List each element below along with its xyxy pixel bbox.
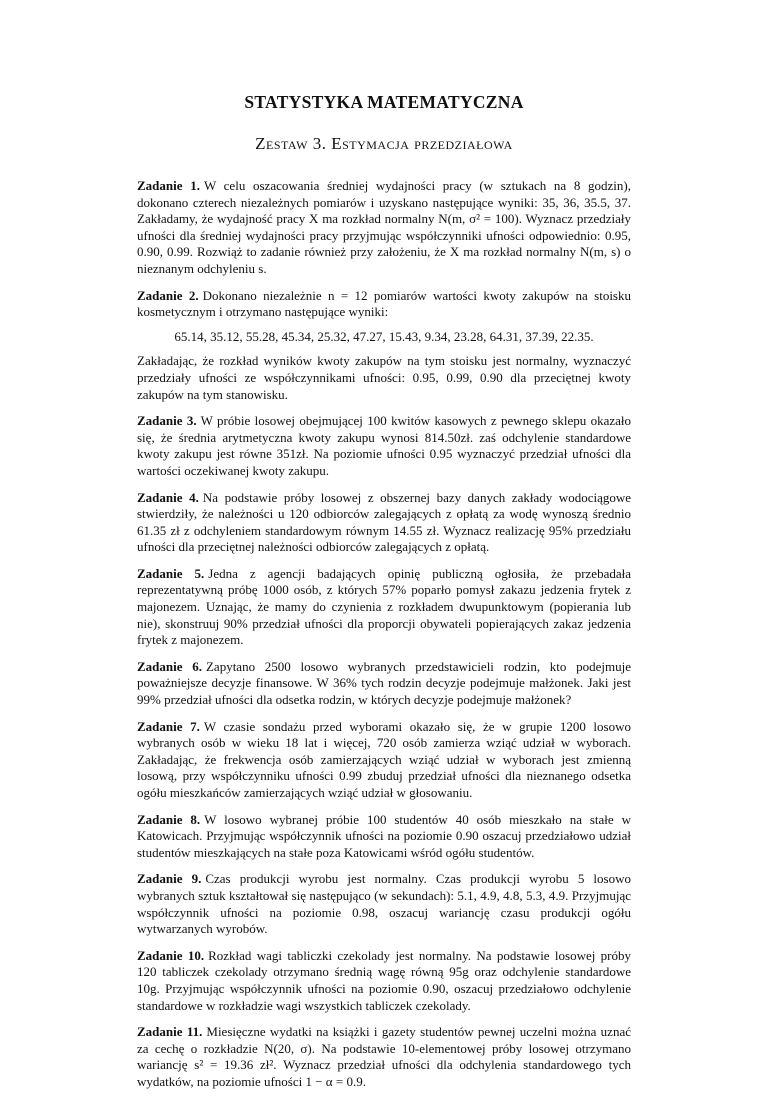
task-2 — [137, 288, 631, 404]
task-3 — [137, 413, 631, 479]
task-label: Zadanie 10. — [137, 947, 205, 963]
task-text: Na podstawie próby losowej z obszernej bazy danych zakłady wodociągowe stwierdziły, że należności u 120 odbiorców zalegających z opłatą za wodę wynoszą średnio 61.35 zł z odchyleniem standardowym równym 14.55 zł. Wyznacz realizację 95% przedziału ufności dla przeciętnej należności odbiorców zalegających z opłatą. — [137, 489, 632, 555]
task-text: W czasie sondażu przed wyborami okazało się, że w grupie 1200 losowo wybranych osób w wieku 18 lat i więcej, 720 osób zamierza wziąć udział w wyborach. Zakładając, że frekwencja osób zamierzających wziąć udział w wyborach jest zmienną losową, przy współczynniku ufności 0.99 zbuduj przedział ufności dla nieznanego odsetka ogółu mieszkańców zamierzających wziąć udział w głosowaniu. — [137, 718, 631, 800]
task-label: Zadanie 3. — [137, 413, 197, 429]
task-label: Zadanie 1. — [137, 178, 200, 193]
task-label: Zadanie 5. — [137, 565, 205, 581]
document-subtitle: Zestaw 3. Estymacja przedziałowa — [255, 134, 513, 153]
task-6 — [137, 659, 631, 709]
task-text: Miesięczne wydatki na książki i gazety studentów pewnej uczelni można uznać za cechę o rozkładzie N(20, σ). Na podstawie 10-elementowej próby losowej otrzymano wariancję s² = 19.36 zł². Wyznacz przedział ufności dla odchylenia standardowego tych wydatków, na poziomie ufności 1 − α = 0.9. — [137, 1024, 631, 1089]
task-label: Zadanie 4. — [137, 489, 199, 505]
task-text: Rozkład wagi tabliczki czekolady jest normalny. Na podstawie losowej próby 120 tabliczek czekolady otrzymano średnią wagę równą 95g oraz odchylenie standardowe 10g. Przyjmując współczynnik ufności na poziomie 0.90, oszacuj przedziałowo odchylenie standardowe w rozkładzie wagi wszystkich tabliczek czekolady. — [137, 947, 631, 1013]
task-7 — [137, 719, 631, 802]
task-label: Zadanie 2. — [137, 287, 199, 303]
task-label: Zadanie 7. — [137, 718, 200, 734]
task-9 — [137, 871, 631, 937]
task-text: W celu oszacowania średniej wydajności pracy (w sztukach na 8 godzin), dokonano czterech niezależnych pomiarów i uzyskano następujące wyniki: 35, 36, 35.5, 37. Zakładamy, że wydajność pracy X ma rozkład normalny N(m, σ² = 100). Wyznacz przedziały ufności dla średniej wydajności pracy przyjmując współczynniki ufności odpowiednio: 0.95, 0.90, 0.99. Rozwiąż to zadanie również przy założeniu, że X ma rozkład normalny N(m, s) o nieznanym odchyleniu s. — [137, 178, 632, 276]
task-4 — [137, 490, 631, 556]
task-text: W losowo wybranej próbie 100 studentów 40 osób mieszkało na stałe w Katowicach. Przyjmując współczynnik ufności na poziomie 0.90 oszacuj przedziałowo udział studentów mieszkających na stałe poza Katowicami wśród ogółu studentów. — [137, 811, 631, 860]
task-10 — [137, 948, 631, 1014]
task-text-continuation: Zakładając, że rozkład wyników kwoty zakupów na tym stoisku jest normalny, wyznaczyć przedziały ufności ze współczynnikami ufności: 0.95, 0.99, 0.90 dla przeciętnej kwoty zakupów na tym stanowisku. — [137, 353, 631, 402]
task-text: W próbie losowej obejmującej 100 kwitów kasowych z pewnego sklepu okazało się, że średnia arytmetyczna kwoty zakupu wynosi 814.50zł. zaś odchylenie standardowe kwoty zakupu jest równe 351zł. Na poziomie ufności 0.95 wyznaczyć przedział ufności dla wartości oczekiwanej kwoty zakupu. — [137, 413, 631, 478]
task-text: Jedna z agencji badających opinię publiczną ogłosiła, że przebadała reprezentatywną próbę 1000 osób, z których 57% poparło pomysł zakazu jedzenia frytek z majonezem. Uznając, że mamy do czynienia z rozkładem dwupunktowym (popierania lub nie), skonstruuj 90% przedział ufności dla proporcji obywateli popierających zakaz jedzenia frytek z majonezem. — [137, 565, 632, 648]
task-1 — [137, 178, 631, 278]
task-label: Zadanie 6. — [137, 658, 202, 674]
task-11 — [137, 1024, 631, 1090]
task-5 — [137, 566, 631, 649]
document-title: STATYSTYKA MATEMATYCZNA — [244, 92, 524, 112]
task-text: Zapytano 2500 losowo wybranych przedstawicieli rodzin, kto podejmuje poważniejsze decyzje finansowe. W 36% tych rodzin decyzje podejmuje małżonek. Jaki jest 99% przedział ufności dla odsetka rodzin, w których decyzje podejmuje małżonek? — [137, 658, 632, 708]
task-text: Czas produkcji wyrobu jest normalny. Czas produkcji wyrobu 5 losowo wybranych sztuk kształtował się następująco (w sekundach): 5.1, 4.9, 4.8, 5.3, 4.9. Przyjmując współczynnik ufności na poziomie 0.98, oszacuj wariancję czasu produkcji ogółu wytwarzanych wyrobów. — [137, 871, 631, 937]
task-list — [137, 178, 631, 1101]
task-8 — [137, 812, 631, 862]
task-label: Zadanie 8. — [137, 811, 201, 827]
task-label: Zadanie 11. — [137, 1024, 203, 1040]
task-text: Dokonano niezależnie n = 12 pomiarów wartości kwoty zakupów na stoisku kosmetycznym i otrzymano następujące wyniki: — [137, 287, 631, 320]
task-data-values: 65.14, 35.12, 55.28, 45.34, 25.32, 47.27, 15.43, 9.34, 23.28, 64.31, 37.39, 22.35. — [174, 328, 594, 344]
task-label: Zadanie 9. — [137, 871, 202, 887]
